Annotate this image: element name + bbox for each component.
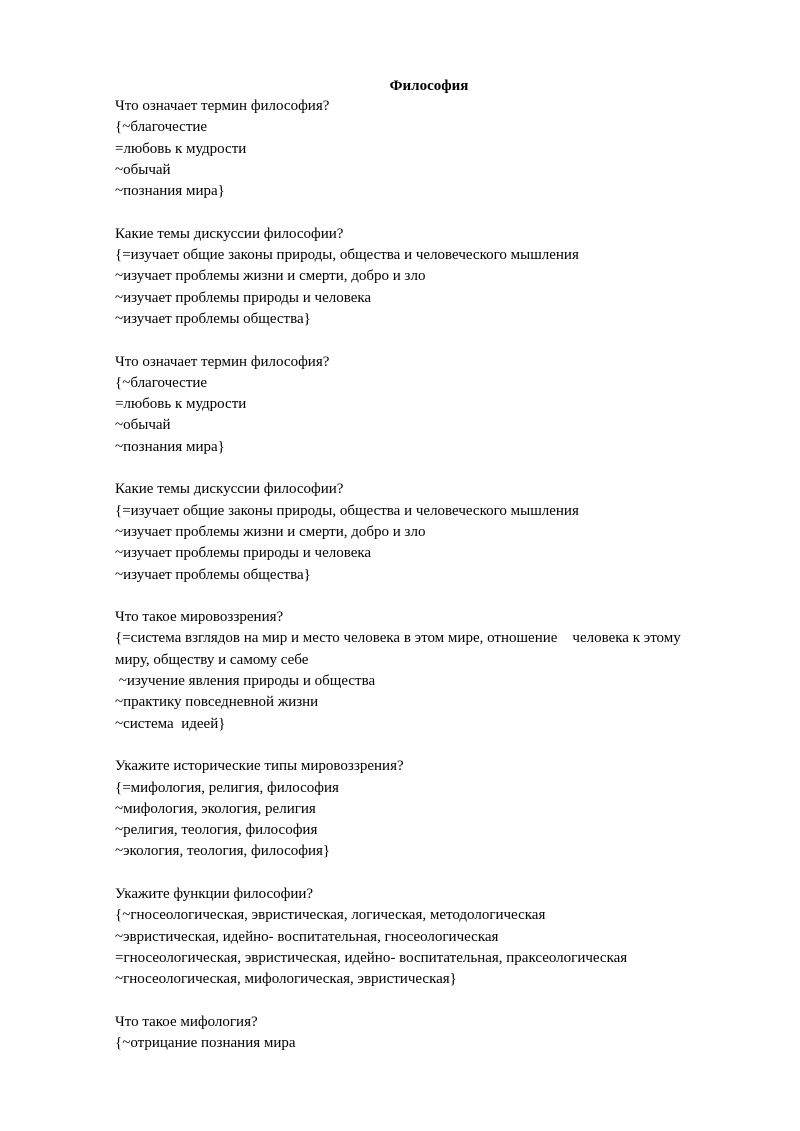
answer-option: {=система взглядов на мир и место человека в этом мире, отношение человека к этому <box>115 630 681 647</box>
answer-option: =любовь к мудрости <box>115 396 247 413</box>
answer-option: ~мифология, экология, религия <box>115 800 316 817</box>
answer-option: ~обычай <box>115 161 171 178</box>
question-text: Что означает термин философия? <box>115 353 330 370</box>
question-text: Что такое мифология? <box>115 1013 258 1030</box>
question-text: Какие темы дискуссии философии? <box>115 481 344 498</box>
answer-option: миру, обществу и самому себе <box>115 651 309 668</box>
answer-option: {=изучает общие законы природы, общества и человеческого мышления <box>115 502 579 519</box>
question-block <box>115 352 755 458</box>
document-body <box>115 96 755 1076</box>
answer-option: ~практику повседневной жизни <box>115 694 319 711</box>
answer-option: ~изучает проблемы природы и человека <box>115 545 372 562</box>
question-text: Укажите исторические типы мировоззрения? <box>115 758 404 775</box>
answer-option: {~благочестие <box>115 374 208 391</box>
answer-option: {~гносеологическая, эвристическая, логическая, методологическая <box>115 907 546 924</box>
question-text: Какие темы дискуссии философии? <box>115 225 344 242</box>
answer-option: ~эвристическая, идейно- воспитательная, гносеологическая <box>115 928 499 945</box>
answer-option: ~обычай <box>115 417 171 434</box>
question-block <box>115 224 755 330</box>
answer-option: =любовь к мудрости <box>115 140 247 157</box>
question-text: Что означает термин философия? <box>115 98 330 114</box>
question-block <box>115 607 755 735</box>
answer-option: ~система идеей} <box>115 715 226 732</box>
question-block <box>115 479 755 585</box>
answer-option: ~изучает проблемы жизни и смерти, добро и зло <box>115 523 426 540</box>
answer-option: ~религия, теология, философия <box>115 822 318 839</box>
question-block <box>115 756 755 862</box>
document-title: Философия <box>389 78 469 94</box>
answer-option: {=изучает общие законы природы, общества и человеческого мышления <box>115 247 579 264</box>
answer-option: ~экология, теология, философия} <box>115 843 331 860</box>
answer-option: {~благочестие <box>115 119 208 136</box>
answer-option: ~изучает проблемы общества} <box>115 566 311 583</box>
answer-option: ~изучает проблемы природы и человека <box>115 289 372 306</box>
answer-option: {~отрицание познания мира <box>115 1035 296 1052</box>
answer-option: ~изучает проблемы жизни и смерти, добро и зло <box>115 268 426 285</box>
answer-option: ~познания мира} <box>115 438 225 455</box>
answer-option: ~изучает проблемы общества} <box>115 310 311 327</box>
question-block <box>115 1012 755 1055</box>
answer-option: ~гносеологическая, мифологическая, эвристическая} <box>115 971 457 988</box>
answer-option: ~познания мира} <box>115 183 225 200</box>
answer-option: {=мифология, религия, философия <box>115 779 339 796</box>
question-text: Что такое мировоззрения? <box>115 609 284 626</box>
answer-option: =гносеологическая, эвристическая, идейно- воспитательная, праксеологическая <box>115 949 628 966</box>
question-text: Укажите функции философии? <box>115 885 314 902</box>
question-block <box>115 884 755 990</box>
question-block <box>115 96 755 202</box>
answer-option: ~изучение явления природы и общества <box>115 673 376 690</box>
